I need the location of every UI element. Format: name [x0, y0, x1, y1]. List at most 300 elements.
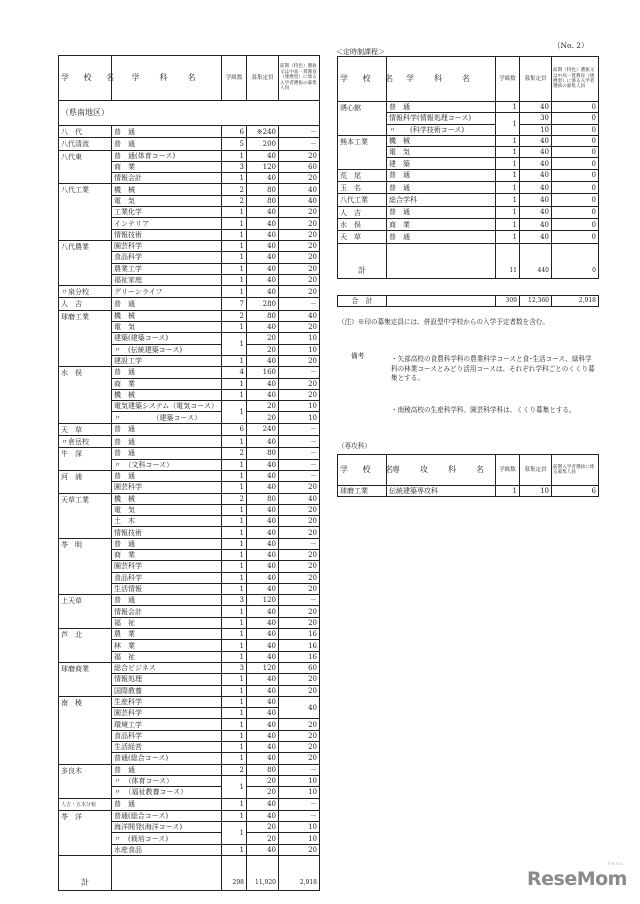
- capacity: 40: [247, 527, 279, 538]
- school-name: 水 俣: [59, 367, 112, 423]
- header-capacity: 募集定員: [520, 57, 552, 102]
- early-capacity: 20: [279, 617, 320, 628]
- resemom-logo: ReseMom: [527, 868, 627, 890]
- grand-total-classes: 309: [496, 296, 520, 307]
- dept-name: 普通(総合コース): [112, 810, 222, 821]
- capacity: 20: [247, 833, 279, 844]
- classes: 1: [222, 538, 247, 549]
- school-name: 湧心館: [338, 102, 387, 136]
- school-name: 八代清流: [59, 138, 112, 150]
- table-row: [59, 310, 320, 321]
- capacity: 40: [247, 617, 279, 628]
- total-row: [338, 243, 599, 278]
- school-name: 八代東: [59, 150, 112, 184]
- early-capacity: －: [279, 810, 320, 821]
- dept-name: グリーンライフ: [112, 286, 222, 298]
- classes: 1: [222, 378, 247, 389]
- header-capacity: 募集定員: [247, 56, 279, 101]
- grand-total-label: 合 計: [338, 296, 387, 307]
- capacity: 120: [247, 662, 279, 673]
- dept-name: 〃 （福祉教養コース）: [112, 787, 222, 798]
- capacity: 10: [520, 486, 552, 497]
- remark-item: ・矢部高校の食農科学科の農業科学コースと食･生活コース、緑科学科の林業コースとみどり活用コースは、それぞれ学科ごとのくくり募集とする。: [391, 355, 595, 382]
- classes: 1: [496, 135, 520, 146]
- early-capacity: 20: [279, 150, 320, 161]
- early-capacity: －: [279, 138, 320, 150]
- capacity: 40: [247, 252, 279, 263]
- capacity: 40: [520, 182, 552, 194]
- dept-name: 商 業: [112, 378, 222, 389]
- classes: 1: [222, 561, 247, 572]
- early-capacity: 20: [279, 504, 320, 515]
- grand-total-capacity: 12,360: [520, 296, 552, 307]
- capacity: 40: [247, 651, 279, 662]
- classes: 1: [222, 640, 247, 651]
- early-capacity: 20: [279, 606, 320, 617]
- school-name: 人 吉: [59, 298, 112, 310]
- dept-name: 工業化学: [112, 207, 222, 218]
- classes: 1: [222, 606, 247, 617]
- dept-name: 普 通: [112, 298, 222, 310]
- school-name: 牛 深: [59, 448, 112, 471]
- capacity: 40: [247, 436, 279, 448]
- early-capacity: 10: [279, 333, 320, 344]
- dept-name: 林 業: [112, 640, 222, 651]
- early-capacity: 0: [552, 194, 599, 206]
- dept-name: 情報科学(情報処理コース): [387, 113, 496, 124]
- school-name: 苓 洋: [59, 810, 112, 855]
- early-capacity: 20: [279, 674, 320, 685]
- early-capacity: －: [279, 538, 320, 549]
- capacity: 40: [247, 844, 279, 855]
- dept-name: 情報会計: [112, 606, 222, 617]
- early-capacity: 60: [279, 662, 320, 673]
- capacity: 40: [247, 459, 279, 470]
- classes: 1: [222, 730, 247, 741]
- early-capacity: 0: [552, 169, 599, 181]
- school-name: 天草工業: [59, 493, 112, 538]
- dept-name: 電 気: [112, 195, 222, 206]
- capacity: 40: [247, 572, 279, 583]
- early-capacity: 20: [279, 229, 320, 240]
- dept-name: 機 械: [112, 310, 222, 321]
- dept-name: 総合学科: [387, 194, 496, 206]
- classes: 1: [222, 389, 247, 400]
- table-row: [59, 286, 320, 298]
- classes: 1: [222, 708, 247, 719]
- classes: 2: [222, 448, 247, 459]
- dept-name: 商 業: [387, 218, 496, 230]
- capacity: 40: [247, 389, 279, 400]
- classes: 1: [222, 355, 247, 366]
- classes: 1: [222, 229, 247, 240]
- early-capacity: －: [279, 298, 320, 310]
- capacity: 80: [247, 184, 279, 195]
- capacity: 40: [247, 240, 279, 251]
- early-capacity: 20: [279, 378, 320, 389]
- header-early: 前期入学者選抜に係る募集人員: [552, 455, 599, 486]
- early-capacity: 10: [279, 344, 320, 355]
- table-row: [59, 150, 320, 161]
- total-blank: [112, 856, 222, 891]
- capacity: 80: [247, 764, 279, 775]
- header-early: 前期（特色）選抜又は中高一貫教育（連携型）に係る入学者選抜の募集人員: [552, 57, 599, 102]
- early-capacity: 40: [279, 310, 320, 321]
- dept-name: 国際教養: [112, 685, 222, 696]
- footnote: （注）※印の募集定員には、併設型中学校からの入学予定者数を含む。: [338, 318, 549, 326]
- full-time-table: [58, 55, 320, 891]
- school-name: 上天草: [59, 595, 112, 629]
- early-capacity: 20: [279, 583, 320, 594]
- dept-name: 食品科学: [112, 572, 222, 583]
- dept-name: 商 業: [112, 549, 222, 560]
- capacity: 20: [247, 775, 279, 786]
- school-name: 八 代: [59, 126, 112, 138]
- dept-name: 食品科学: [112, 730, 222, 741]
- school-name: 八代工業: [59, 184, 112, 240]
- capacity: 40: [247, 606, 279, 617]
- total-label: 計: [59, 856, 112, 891]
- table-row: [338, 135, 599, 146]
- school-name: 〃倉岳校: [59, 436, 112, 448]
- capacity: 40: [520, 206, 552, 218]
- table-row: [338, 206, 599, 218]
- capacity: 200: [247, 138, 279, 150]
- table-row: [59, 538, 320, 549]
- early-capacity: 20: [279, 516, 320, 527]
- classes: 1: [496, 182, 520, 194]
- page-number: （No. 2）: [553, 41, 589, 50]
- dept-name: 普 通: [112, 423, 222, 435]
- total-row: [59, 856, 320, 891]
- capacity: 40: [247, 263, 279, 274]
- grand-total-table: [337, 295, 599, 307]
- classes: 3: [222, 662, 247, 673]
- early-capacity: 20: [279, 527, 320, 538]
- capacity: 20: [247, 412, 279, 423]
- capacity: 40: [520, 194, 552, 206]
- early-capacity: 10: [279, 787, 320, 798]
- total-classes: 298: [222, 856, 247, 891]
- dept-name: 生産科学: [112, 696, 222, 707]
- classes: 1: [222, 685, 247, 696]
- dept-name: 伝統建築専攻科: [387, 486, 496, 497]
- capacity: 40: [247, 504, 279, 515]
- dept-name: 建 築: [387, 158, 496, 169]
- capacity: 40: [247, 482, 279, 493]
- capacity: 30: [520, 113, 552, 124]
- classes: 6: [222, 126, 247, 138]
- classes: 1: [222, 629, 247, 640]
- dept-name: 総合ビジネス: [112, 662, 222, 673]
- dept-name: 普 通: [112, 764, 222, 775]
- table-row: [338, 231, 599, 243]
- early-capacity: 20: [279, 685, 320, 696]
- early-capacity: －: [279, 448, 320, 459]
- capacity: 80: [247, 310, 279, 321]
- classes: 4: [222, 367, 247, 378]
- early-capacity: 60: [279, 161, 320, 172]
- early-capacity: 20: [279, 218, 320, 229]
- dept-name: 商 業: [112, 161, 222, 172]
- classes: 1: [496, 169, 520, 181]
- early-capacity: 0: [552, 147, 599, 158]
- dept-name: 福 祉: [112, 617, 222, 628]
- resemom-logo-sub: リセマム: [607, 861, 623, 866]
- early-capacity: 0: [552, 182, 599, 194]
- school-name: 苓 明: [59, 538, 112, 594]
- table-row: [59, 298, 320, 310]
- dept-name: 福 祉: [112, 651, 222, 662]
- classes: 1: [222, 252, 247, 263]
- capacity: 20: [247, 344, 279, 355]
- table-row: [59, 764, 320, 775]
- early-capacity: 20: [279, 322, 320, 333]
- school-name: 人吉・五木分校: [59, 798, 112, 810]
- classes: 1: [222, 504, 247, 515]
- capacity: 80: [247, 195, 279, 206]
- early-capacity: 0: [552, 158, 599, 169]
- capacity: 40: [247, 218, 279, 229]
- remark-item: ・南稜高校の生産科学科、園芸科学科は、くくり募集とする。: [391, 406, 576, 414]
- table-row: [338, 102, 599, 113]
- classes: 1: [222, 651, 247, 662]
- school-name: 天 草: [59, 423, 112, 435]
- capacity: 40: [520, 135, 552, 146]
- capacity: 40: [247, 378, 279, 389]
- school-name: 天 草: [338, 231, 387, 243]
- early-capacity: 16: [279, 651, 320, 662]
- early-capacity: －: [279, 595, 320, 606]
- school-name: 球磨商業: [59, 662, 112, 696]
- dept-name: 情報会計: [112, 173, 222, 184]
- capacity: 280: [247, 298, 279, 310]
- early-capacity: 0: [552, 206, 599, 218]
- early-capacity: 40: [279, 195, 320, 206]
- classes: 1: [222, 822, 247, 845]
- school-name: 多良木: [59, 764, 112, 798]
- capacity: 40: [247, 173, 279, 184]
- dept-name: 〃 (科学技術コース): [387, 124, 496, 135]
- classes: 2: [222, 493, 247, 504]
- total-early: 0: [552, 243, 599, 278]
- capacity: 40: [247, 516, 279, 527]
- classes: 1: [222, 322, 247, 333]
- classes: 1: [222, 401, 247, 424]
- early-capacity: 0: [552, 102, 599, 113]
- early-capacity: －: [279, 423, 320, 435]
- dept-name: インテリア: [112, 218, 222, 229]
- capacity: 40: [247, 274, 279, 285]
- early-capacity: －: [279, 436, 320, 448]
- capacity: ※240: [247, 126, 279, 138]
- capacity: 120: [247, 595, 279, 606]
- classes: 1: [222, 617, 247, 628]
- specialty-title: （専攻科）: [338, 442, 371, 450]
- table-row: [59, 662, 320, 673]
- early-capacity: 10: [279, 775, 320, 786]
- table-row: [59, 629, 320, 640]
- early-capacity: 20: [279, 207, 320, 218]
- classes: 1: [222, 333, 247, 356]
- school-name: 南 稜: [59, 696, 112, 764]
- early-capacity: 20: [279, 572, 320, 583]
- capacity: 40: [247, 629, 279, 640]
- early-capacity: 20: [279, 730, 320, 741]
- classes: 2: [222, 310, 247, 321]
- dept-name: 〃 （文科コース）: [112, 459, 222, 470]
- classes: 1: [222, 470, 247, 481]
- dept-name: 建築(建築コース): [112, 333, 222, 344]
- dept-name: 電 気: [112, 322, 222, 333]
- capacity: 80: [247, 493, 279, 504]
- capacity: 40: [247, 150, 279, 161]
- classes: 1: [496, 102, 520, 113]
- early-capacity: 20: [279, 549, 320, 560]
- dept-name: 生活経営: [112, 742, 222, 753]
- classes: 1: [496, 147, 520, 158]
- early-capacity: 20: [279, 263, 320, 274]
- early-capacity: －: [279, 459, 320, 470]
- classes: 1: [222, 274, 247, 285]
- grand-total-blank: [387, 296, 496, 307]
- header-early: 前期（特色）選抜又は中高一貫教育（連携型）に係る入学者選抜の募集人員: [279, 56, 320, 101]
- total-capacity: 440: [520, 243, 552, 278]
- table-row: [338, 218, 599, 230]
- early-capacity: 20: [279, 173, 320, 184]
- dept-name: 普 通: [112, 367, 222, 378]
- classes: 1: [222, 549, 247, 560]
- table-row: [59, 126, 320, 138]
- classes: 1: [222, 742, 247, 753]
- early-capacity: 20: [279, 355, 320, 366]
- total-label: 計: [338, 243, 387, 278]
- dept-name: 農業工学: [112, 263, 222, 274]
- capacity: 40: [247, 355, 279, 366]
- capacity: 40: [247, 719, 279, 730]
- early-capacity: 16: [279, 640, 320, 651]
- capacity: 40: [520, 218, 552, 230]
- school-name: 芦 北: [59, 629, 112, 663]
- dept-name: 水産食品: [112, 844, 222, 855]
- total-early: 2,918: [279, 856, 320, 891]
- table-row: [338, 182, 599, 194]
- table-row: [59, 448, 320, 459]
- capacity: 40: [520, 102, 552, 113]
- classes: 1: [222, 459, 247, 470]
- early-capacity: 20: [279, 274, 320, 285]
- classes: 1: [496, 194, 520, 206]
- early-capacity: 10: [279, 401, 320, 412]
- region-label: （県南地区）: [59, 101, 320, 126]
- school-name: 球磨工業: [338, 486, 387, 497]
- total-classes: 11: [496, 243, 520, 278]
- dept-name: 普 通: [387, 206, 496, 218]
- early-capacity: 0: [552, 135, 599, 146]
- dept-name: 電 気: [387, 147, 496, 158]
- early-capacity: 40: [279, 184, 320, 195]
- school-name: 人 吉: [338, 206, 387, 218]
- capacity: 40: [247, 538, 279, 549]
- classes: 1: [222, 844, 247, 855]
- early-capacity: 0: [552, 218, 599, 230]
- part-time-table: [337, 56, 599, 279]
- early-capacity: 10: [279, 412, 320, 423]
- dept-name: 海洋開発(海洋コース): [112, 822, 222, 833]
- dept-name: 〃 （体育コース）: [112, 775, 222, 786]
- classes: 1: [222, 775, 247, 798]
- early-capacity: 20: [279, 844, 320, 855]
- classes: 1: [496, 113, 520, 136]
- classes: 2: [222, 195, 247, 206]
- school-name: 荒 尾: [338, 169, 387, 181]
- classes: 1: [222, 436, 247, 448]
- classes: 1: [222, 150, 247, 161]
- dept-name: 土 木: [112, 516, 222, 527]
- dept-name: 普 通: [112, 595, 222, 606]
- school-name: 水 俣: [338, 218, 387, 230]
- dept-name: 電気建築システム（電気コース）: [112, 401, 222, 412]
- dept-name: 普 通: [112, 470, 222, 481]
- school-name: 球磨工業: [59, 310, 112, 366]
- dept-name: 普 通: [112, 138, 222, 150]
- capacity: 20: [247, 787, 279, 798]
- classes: 1: [222, 753, 247, 764]
- early-capacity: 10: [279, 822, 320, 833]
- dept-name: 機 械: [112, 389, 222, 400]
- capacity: 40: [247, 742, 279, 753]
- classes: 1: [496, 206, 520, 218]
- dept-name: 園芸科学: [112, 708, 222, 719]
- table-row: [59, 470, 320, 481]
- dept-name: 普 通: [112, 538, 222, 549]
- header-classes: 学級数: [496, 455, 520, 486]
- capacity: 40: [247, 753, 279, 764]
- dept-name: 〃 (伝統建築コース): [112, 344, 222, 355]
- classes: 1: [222, 173, 247, 184]
- remarks-label: 備考: [351, 352, 365, 360]
- table-row: [59, 423, 320, 435]
- capacity: 40: [520, 231, 552, 243]
- classes: 1: [222, 263, 247, 274]
- capacity: 20: [247, 333, 279, 344]
- early-capacity: 40: [279, 696, 320, 719]
- early-capacity: 0: [552, 113, 599, 124]
- early-capacity: 20: [279, 482, 320, 493]
- classes: 1: [496, 231, 520, 243]
- dept-name: 〃 （建築コース）: [112, 412, 222, 423]
- capacity: 40: [247, 730, 279, 741]
- classes: 1: [496, 486, 520, 497]
- table-row: [59, 798, 320, 810]
- dept-name: 機 械: [387, 135, 496, 146]
- early-capacity: 20: [279, 286, 320, 298]
- classes: 1: [222, 218, 247, 229]
- capacity: 40: [247, 640, 279, 651]
- dept-name: 機 械: [112, 493, 222, 504]
- early-capacity: －: [279, 798, 320, 810]
- header-capacity: 募集定員: [520, 455, 552, 486]
- early-capacity: 0: [552, 231, 599, 243]
- capacity: 120: [247, 161, 279, 172]
- dept-name: 環境工学: [112, 719, 222, 730]
- table-row: [59, 696, 320, 707]
- dept-name: 情報技術: [112, 229, 222, 240]
- dept-name: 〃 (栽培コース): [112, 833, 222, 844]
- dept-name: 園芸科学: [112, 482, 222, 493]
- table-row: [59, 595, 320, 606]
- classes: 5: [222, 138, 247, 150]
